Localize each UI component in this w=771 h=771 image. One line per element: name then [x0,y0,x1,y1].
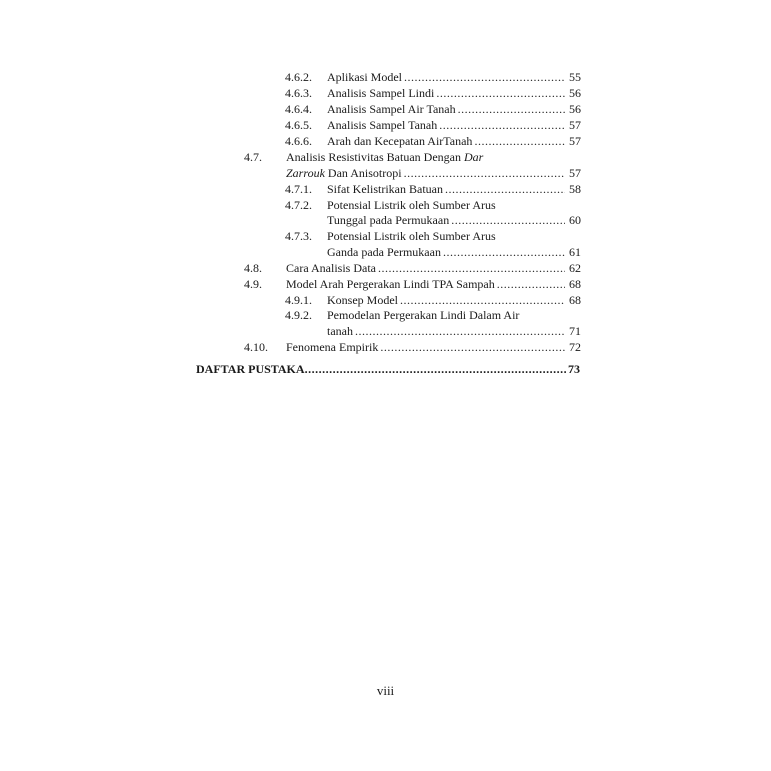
toc-entry-page: 71 [569,324,581,338]
toc-entry-number: 4.7.3. [285,229,312,243]
toc-entry-4-7-1[interactable] [285,182,581,197]
toc-entry-page: 57 [569,134,581,148]
toc-leader-dots [400,293,565,308]
toc-entry-number: 4.7.1. [285,182,312,196]
toc-entry-title: Analisis Sampel Lindi [327,86,435,100]
toc-entry-page: 55 [569,70,581,84]
toc-entry-4-9-2-continued[interactable] [327,324,581,339]
toc-leader-dots [404,70,565,85]
toc-entry-4-9-2[interactable] [285,308,581,323]
toc-entry-page: 56 [569,86,581,100]
toc-entry-number: 4.6.3. [285,86,312,100]
toc-entry-page: 56 [569,102,581,116]
toc-entry-title: tanah [327,324,353,338]
toc-entry-4-8[interactable] [244,261,581,276]
toc-leader-dots [497,277,565,292]
toc-entry-4-6-4[interactable] [285,102,581,117]
toc-entry-page: 61 [569,245,581,259]
toc-entry-page: 57 [569,166,581,180]
toc-entry-4-6-3[interactable] [285,86,581,101]
toc-entry-page: 72 [569,340,581,354]
toc-entry-title: Aplikasi Model [327,70,402,84]
toc-entry-page: 73 [568,362,580,376]
toc-entry-title: DAFTAR PUSTAKA [196,362,305,376]
toc-leader-dots [436,86,565,101]
toc-entry-4-6-2[interactable] [285,70,581,85]
toc-entry-title: Fenomena Empirik [286,340,379,354]
toc-entry-number: 4.9. [244,277,262,291]
toc-entry-4-7-2[interactable] [285,198,581,213]
toc-entry-title: Analisis Sampel Tanah [327,118,438,132]
toc-leader-dots [439,118,565,133]
toc-entry-title: Sifat Kelistrikan Batuan [327,182,443,196]
toc-entry-title: Analisis Sampel Air Tanah [327,102,456,116]
toc-entry-title: Arah dan Kecepatan AirTanah [327,134,473,148]
toc-leader-dots [305,362,566,377]
toc-entry-number: 4.6.4. [285,102,312,116]
toc-entry-4-7-3[interactable] [285,229,581,244]
toc-entry-4-9[interactable] [244,277,581,292]
toc-leader-dots [451,213,565,228]
toc-entry-title: Potensial Listrik oleh Sumber Arus [327,229,496,243]
toc-entry-title: Ganda pada Permukaan [327,245,441,259]
toc-entry-page: 60 [569,213,581,227]
toc-entry-number: 4.6.5. [285,118,312,132]
page-number: viii [376,683,395,698]
toc-entry-4-10[interactable] [244,340,581,355]
toc-entry-title: Analisis Resistivitas Batuan Dengan [286,150,464,164]
toc-entry-title: Dan Anisotropi [324,166,402,180]
toc-entry-page: 57 [569,118,581,132]
toc-leader-dots [474,134,565,149]
toc-entry-title: Cara Analisis Data [286,261,376,275]
toc-leader-dots [404,166,565,181]
toc-entry-4-7-continued[interactable] [286,166,581,181]
toc-entry-title: Konsep Model [327,293,398,307]
toc-leader-dots [380,340,565,355]
toc-leader-dots [355,324,565,339]
toc-entry-number: 4.8. [244,261,262,275]
toc-entry-title: Tunggal pada Permukaan [327,213,450,227]
toc-entry-4-7[interactable] [244,150,581,165]
toc-entry-4-9-1[interactable] [285,293,581,308]
toc-entry-number: 4.6.6. [285,134,312,148]
toc-entry-4-7-3-continued[interactable] [327,245,581,260]
toc-entry-4-6-5[interactable] [285,118,581,133]
toc-leader-dots [445,182,565,197]
toc-entry-number: 4.9.1. [285,293,312,307]
toc-entry-title-italic: Dar [463,150,484,164]
toc-entry-4-6-6[interactable] [285,134,581,149]
toc-leader-dots [443,245,565,260]
toc-entry-number: 4.7. [244,150,262,164]
toc-entry-page: 62 [569,261,581,275]
toc-entry-number: 4.9.2. [285,308,312,322]
toc-entry-title: Model Arah Pergerakan Lindi TPA Sampah [286,277,495,291]
toc-entry-title: Pemodelan Pergerakan Lindi Dalam Air [327,308,520,322]
toc-entry-number: 4.7.2. [285,198,312,212]
toc-leader-dots [458,102,565,117]
toc-entry-page: 68 [569,293,581,307]
toc-entry-title: Potensial Listrik oleh Sumber Arus [327,198,496,212]
toc-entry-title-italic: Zarrouk [286,166,325,180]
toc-entry-number: 4.6.2. [285,70,312,84]
toc-entry-daftar-pustaka[interactable] [196,362,580,377]
toc-entry-number: 4.10. [244,340,268,354]
toc-leader-dots [378,261,565,276]
toc-entry-page: 58 [569,182,581,196]
toc-entry-4-7-2-continued[interactable] [327,213,581,228]
toc-entry-page: 68 [569,277,581,291]
